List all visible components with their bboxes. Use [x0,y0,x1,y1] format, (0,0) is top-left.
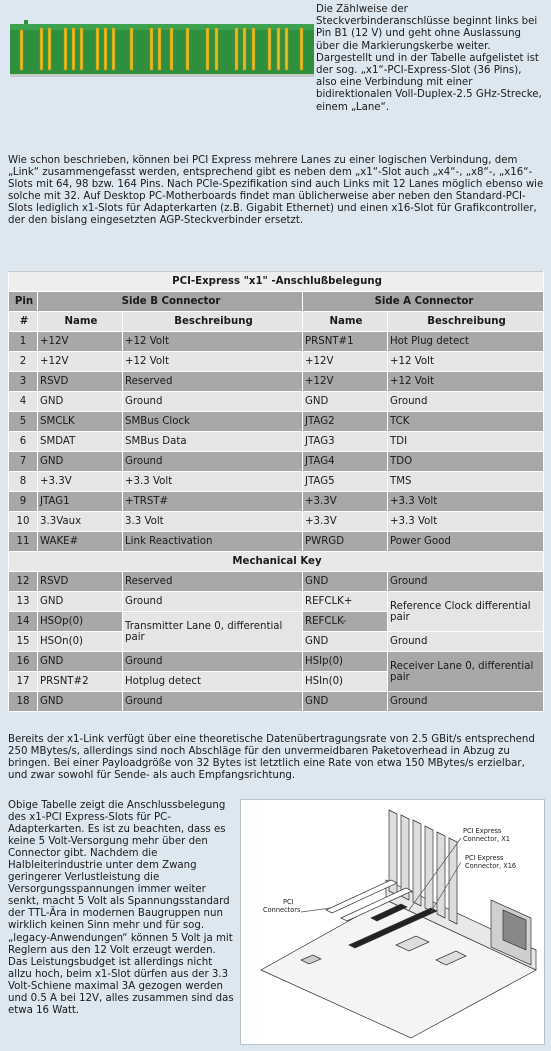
side-b-desc: +TRST# [123,492,303,512]
side-b-name: +12V [38,352,123,372]
pin-number: 2 [9,352,38,372]
table-row [9,472,544,492]
side-a-desc: TDO [388,452,544,472]
side-b-desc: +3.3 Volt [123,472,303,492]
table-row [9,372,544,392]
side-b-name: GND [38,592,123,612]
pin-number: 13 [9,592,38,612]
side-b-name: GND [38,692,123,712]
side-a-desc: Ground [388,692,544,712]
side-a-desc: +3.3 Volt [388,492,544,512]
pin-number: 16 [9,652,38,672]
side-a-desc: +3.3 Volt [388,512,544,532]
label-x1-line1: PCI Express [463,827,502,835]
side-b-name: 3.3Vaux [38,512,123,532]
side-b-name: PRSNT#2 [38,672,123,692]
side-b-desc: 3.3 Volt [123,512,303,532]
label-x1-line2: Connector, X1 [463,835,510,843]
side-a-name: +3.3V [303,492,388,512]
side-a-desc: Ground [388,392,544,412]
side-b-desc: Ground [123,392,303,412]
label-pci-line2: Connectors [263,906,301,914]
table-row [9,352,544,372]
paragraph-lanes: Wie schon beschrieben, können bei PCI Express mehrere Lanes zu einer logischen Verbindung, dem „Link“ zusammengefasst werden, entsprechend gibt es neben dem „x1“-Slot auch „x4“-, „x8“-, „x16“-Slots mit 64, 98 bzw. 164 Pins. Nach PCIe-Spezifikation sind auch Links mit 12 Lanes möglich ebenso wie solche mit 32. Auf Desktop PC-Motherboards findet man üblicherweise aber neben den Standard-PCI-Slots lediglich x1-Slots für Adapterkarten (z.B. Gigabit Ethernet) und einen x16-Slot für Grafikcontroller, der den bislang eingesetzten AGP-Steckverbinder ersetzt. [8,155,544,227]
side-a-desc: +12 Volt [388,352,544,372]
pin-number: 18 [9,692,38,712]
label-x16-line1: PCI Express [465,854,504,862]
side-a-desc: Hot Plug detect [388,332,544,352]
pin-number: 15 [9,632,38,652]
pinout-table [8,271,544,712]
side-a-name: JTAG5 [303,472,388,492]
pcb-connector-illustration [10,0,314,100]
side-b-name: WAKE# [38,532,123,552]
side-b-name: RSVD [38,372,123,392]
side-a-name: REFCLK- [303,612,388,632]
side-b-name: SMCLK [38,412,123,432]
side-a-desc: Ground [388,632,544,652]
side-b-desc: Reserved [123,372,303,392]
side-b-desc: Hotplug detect [123,672,303,692]
table-row [9,332,544,352]
side-a-name: GND [303,692,388,712]
side-b-desc: Link Reactivation [123,532,303,552]
subheader-num: # [9,312,38,332]
side-b-name: +3.3V [38,472,123,492]
side-b-desc: SMBus Data [123,432,303,452]
table-row [9,432,544,452]
side-b-desc: +12 Volt [123,332,303,352]
side-a-name: JTAG2 [303,412,388,432]
side-a-desc: TDI [388,432,544,452]
side-a-desc: TMS [388,472,544,492]
side-b-desc: Reserved [123,572,303,592]
side-b-name: GND [38,452,123,472]
subheader-name-b: Name [38,312,123,332]
table-row [9,692,544,712]
side-a-name: +3.3V [303,512,388,532]
pin-number: 17 [9,672,38,692]
table-row [9,492,544,512]
table-row [9,412,544,432]
table-row [9,532,544,552]
paragraph-data-rate: Bereits der x1-Link verfügt über eine theoretische Datenübertragungsrate von 2.5 GBit/s entsprechend 250 MBytes/s, allerdings sind noch Abschläge für den unvermeidbaren Paketoverhead in Abzug zu bringen. Bei einer Payloadgröße von 32 Bytes ist letztlich eine Rate von etwa 150 MBytes/s erzielbar, und zwar sowohl für Sende- als auch Empfangsrichtung. [8,734,535,782]
side-b-desc: SMBus Clock [123,412,303,432]
side-a-name: REFCLK+ [303,592,388,612]
paragraph-power: Obige Tabelle zeigt die Anschlussbelegung des x1-PCI Express-Slots für PC-Adapterkarten. Es ist zu beachten, dass es keine 5 Volt-Versorgung mehr über den Connector gibt. Nachdem die Halbleiterindustrie unter dem Zwang geringerer Verlustleistung die Versorgungsspannungen immer weiter senkt, macht 5 Volt als Spannungsstandard der TTL-Ära in modernen Baugruppen nun wirklich keinen Sinn mehr und für sog. „legacy-Anwendungen“ können 5 Volt ja mit Reglern aus den 12 Volt erzeugt werden. Das Leistungsbudget ist allerdings nicht allzu hoch, beim x1-Slot dürfen aus der 3.3 Volt-Schiene maximal 3A gezogen werden und 0.5 A bei 12V, alles zusammen sind das etwa 16 Watt. [8,800,234,1016]
side-a-desc: Reference Clock differential pair [388,592,544,632]
pin-number: 14 [9,612,38,632]
pin-number: 11 [9,532,38,552]
side-a-name: PRSNT#1 [303,332,388,352]
side-b-desc: Ground [123,452,303,472]
intro-text: Die Zählweise der Steckverbinderanschlüsse beginnt links bei Pin B1 (12 V) und geht ohne Auslassung über die Markierungskerbe weiter. Dargestellt und in der Tabelle aufgelistet ist der sog. „x1“-PCI-Express-Slot (36 Pins), also eine Verbindung mit einer bidirektionalen Voll-Duplex-2.5 GHz-Strecke, einem „Lane“. [316,4,542,113]
pin-number: 3 [9,372,38,392]
side-b-desc: Ground [123,592,303,612]
side-a-name: +12V [303,352,388,372]
table-row [9,592,544,612]
side-a-desc: Power Good [388,532,544,552]
table-title: PCI-Express "x1" -Anschlußbelegung [9,272,544,292]
side-a-name: HSIn(0) [303,672,388,692]
pin-number: 4 [9,392,38,412]
side-a-desc: Ground [388,572,544,592]
pin-number: 5 [9,412,38,432]
table-row [9,572,544,592]
side-b-desc: Ground [123,652,303,672]
side-b-name: JTAG1 [38,492,123,512]
side-b-name: GND [38,392,123,412]
pin-number: 1 [9,332,38,352]
side-b-name: +12V [38,332,123,352]
side-b-desc: +12 Volt [123,352,303,372]
side-a-name: GND [303,572,388,592]
pin-number: 12 [9,572,38,592]
table-row [9,652,544,672]
side-a-desc: +12 Volt [388,372,544,392]
side-a-desc: TCK [388,412,544,432]
header-side-b: Side B Connector [38,292,303,312]
side-b-desc: Transmitter Lane 0, differential pair [123,612,303,652]
label-pci-line1: PCI [283,898,294,906]
side-b-name: HSOn(0) [38,632,123,652]
side-a-name: JTAG3 [303,432,388,452]
pin-number: 6 [9,432,38,452]
subheader-desc-b: Beschreibung [123,312,303,332]
table-row [9,392,544,412]
pin-number: 10 [9,512,38,532]
pin-number: 9 [9,492,38,512]
pin-number: 8 [9,472,38,492]
mechanical-key-row: Mechanical Key [9,552,544,572]
header-side-a: Side A Connector [303,292,544,312]
subheader-name-a: Name [303,312,388,332]
side-b-name: HSOp(0) [38,612,123,632]
side-b-name: SMDAT [38,432,123,452]
side-a-name: PWRGD [303,532,388,552]
motherboard-diagram [240,799,545,1045]
side-a-name: +12V [303,372,388,392]
side-b-desc: Ground [123,692,303,712]
header-pin: Pin [9,292,38,312]
pin-number: 7 [9,452,38,472]
side-a-name: HSIp(0) [303,652,388,672]
side-a-name: JTAG4 [303,452,388,472]
side-b-name: RSVD [38,572,123,592]
table-row [9,512,544,532]
side-a-name: GND [303,632,388,652]
side-b-name: GND [38,652,123,672]
side-a-desc: Receiver Lane 0, differential pair [388,652,544,692]
label-x16-line2: Connector, X16 [465,862,517,870]
side-a-name: GND [303,392,388,412]
subheader-desc-a: Beschreibung [388,312,544,332]
table-row [9,452,544,472]
